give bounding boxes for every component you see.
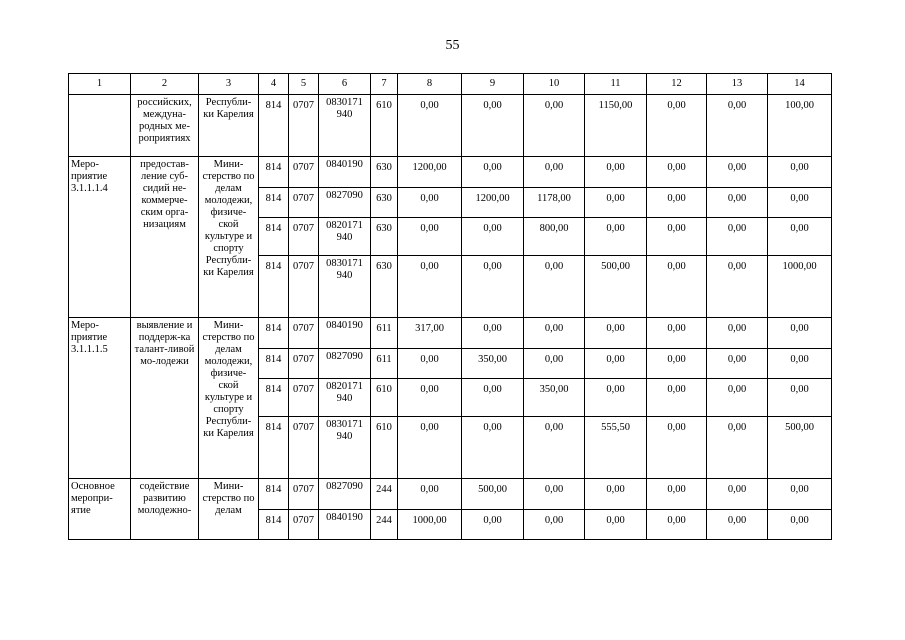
- header-cell: 4: [259, 74, 289, 95]
- table-cell: 610: [371, 379, 398, 417]
- table-cell: 0,00: [585, 510, 647, 540]
- header-cell: 9: [462, 74, 524, 95]
- table-cell: 0,00: [768, 510, 832, 540]
- table-cell: 0,00: [524, 510, 585, 540]
- table-cell: 0,00: [398, 218, 462, 256]
- table-cell: 630: [371, 218, 398, 256]
- table-cell: 0,00: [707, 188, 768, 218]
- table-cell: 0,00: [398, 379, 462, 417]
- table-cell: 0707: [289, 95, 319, 157]
- header-cell: 8: [398, 74, 462, 95]
- header-cell: 2: [131, 74, 199, 95]
- table-cell: 0,00: [524, 157, 585, 188]
- table-cell: 611: [371, 318, 398, 349]
- table-cell: 0,00: [707, 256, 768, 318]
- table-row: [69, 318, 832, 349]
- table-cell: 814: [259, 95, 289, 157]
- table-cell: 0,00: [462, 95, 524, 157]
- table-cell: 0707: [289, 479, 319, 510]
- table-cell: 0,00: [462, 318, 524, 349]
- table-cell: 0,00: [398, 188, 462, 218]
- table-cell: 0,00: [707, 379, 768, 417]
- table-cell: 0,00: [768, 379, 832, 417]
- table-row: [69, 95, 832, 157]
- table-cell: 0,00: [707, 157, 768, 188]
- executor-cell: Республи-ки Карелия: [199, 95, 259, 157]
- table-cell: 0827090: [319, 349, 371, 379]
- table-cell: 1200,00: [398, 157, 462, 188]
- table-cell: 500,00: [585, 256, 647, 318]
- table-cell: 0827090: [319, 188, 371, 218]
- table-cell: 0,00: [585, 349, 647, 379]
- table-cell: 814: [259, 157, 289, 188]
- header-cell: 3: [199, 74, 259, 95]
- table-cell: 0,00: [768, 349, 832, 379]
- table-cell: 0707: [289, 188, 319, 218]
- table-cell: 814: [259, 417, 289, 479]
- header-cell: 13: [707, 74, 768, 95]
- executor-cell: Мини-стерство по делам молодежи, физиче-ской культуре и спорту Республи-ки Карелия: [199, 157, 259, 318]
- header-cell: 12: [647, 74, 707, 95]
- header-cell: 5: [289, 74, 319, 95]
- table-cell: 0820171 940: [319, 218, 371, 256]
- table-cell: 1178,00: [524, 188, 585, 218]
- table-cell: 814: [259, 188, 289, 218]
- measure-cell: [69, 95, 131, 157]
- table-cell: 0707: [289, 417, 319, 479]
- table-cell: 0,00: [647, 157, 707, 188]
- table-cell: 814: [259, 479, 289, 510]
- table-cell: 814: [259, 510, 289, 540]
- page-number: 55: [445, 38, 460, 53]
- table-cell: 0830171 940: [319, 417, 371, 479]
- header-cell: 10: [524, 74, 585, 95]
- table-cell: 100,00: [768, 95, 832, 157]
- description-cell: выявление и поддерж-ка талант-ливой мо-лодежи: [131, 318, 199, 479]
- table-cell: 0,00: [647, 256, 707, 318]
- table-cell: 0,00: [707, 95, 768, 157]
- table-cell: 814: [259, 349, 289, 379]
- table-cell: 630: [371, 157, 398, 188]
- measure-cell: Меро-приятие 3.1.1.1.4: [69, 157, 131, 318]
- header-cell: 11: [585, 74, 647, 95]
- table-cell: 0,00: [585, 157, 647, 188]
- table-cell: 610: [371, 417, 398, 479]
- table-cell: 0,00: [398, 479, 462, 510]
- table-cell: 0707: [289, 379, 319, 417]
- table-row: [69, 479, 832, 510]
- table-cell: 0707: [289, 218, 319, 256]
- table-cell: 0,00: [768, 318, 832, 349]
- table-cell: 0707: [289, 157, 319, 188]
- executor-cell: Мини-стерство по делам молодежи, физиче-ской культуре и спорту Республи-ки Карелия: [199, 318, 259, 479]
- table-cell: 0707: [289, 349, 319, 379]
- measure-cell: Меро-приятие 3.1.1.1.5: [69, 318, 131, 479]
- table-cell: 0,00: [647, 479, 707, 510]
- table-cell: 0840190: [319, 157, 371, 188]
- table-cell: 0,00: [462, 256, 524, 318]
- table-cell: 0707: [289, 256, 319, 318]
- table-cell: 0840190: [319, 318, 371, 349]
- table-cell: 317,00: [398, 318, 462, 349]
- table-cell: 0,00: [524, 349, 585, 379]
- table-cell: 630: [371, 256, 398, 318]
- table-cell: 814: [259, 318, 289, 349]
- table-cell: 0,00: [647, 218, 707, 256]
- table-cell: 0,00: [462, 157, 524, 188]
- table-cell: 1000,00: [398, 510, 462, 540]
- table-cell: 0,00: [647, 379, 707, 417]
- table-cell: 0,00: [462, 379, 524, 417]
- measure-cell: Основное меропри-ятие: [69, 479, 131, 540]
- table-cell: 0,00: [585, 188, 647, 218]
- description-cell: содействие развитию молодежно-: [131, 479, 199, 540]
- table-cell: 0,00: [707, 510, 768, 540]
- table-cell: 0,00: [647, 349, 707, 379]
- table-cell: 0,00: [462, 417, 524, 479]
- table-cell: 814: [259, 218, 289, 256]
- table-cell: 0827090: [319, 479, 371, 510]
- table-cell: 0,00: [768, 188, 832, 218]
- table-cell: 0,00: [585, 218, 647, 256]
- executor-cell: Мини-стерство по делам: [199, 479, 259, 540]
- table-cell: 610: [371, 95, 398, 157]
- table-cell: 0,00: [462, 218, 524, 256]
- table-cell: 0,00: [462, 510, 524, 540]
- table-cell: 500,00: [768, 417, 832, 479]
- table-cell: 0,00: [707, 318, 768, 349]
- table-cell: 0,00: [707, 349, 768, 379]
- table-cell: 0,00: [707, 218, 768, 256]
- table-cell: 1000,00: [768, 256, 832, 318]
- table-cell: 0,00: [707, 417, 768, 479]
- table-cell: 0707: [289, 318, 319, 349]
- table-cell: 0,00: [398, 256, 462, 318]
- table-cell: 800,00: [524, 218, 585, 256]
- table-cell: 1150,00: [585, 95, 647, 157]
- table-cell: 244: [371, 510, 398, 540]
- table-cell: 350,00: [524, 379, 585, 417]
- table-cell: 0,00: [585, 318, 647, 349]
- table-cell: 1200,00: [462, 188, 524, 218]
- table-cell: 0,00: [647, 188, 707, 218]
- table-cell: 244: [371, 479, 398, 510]
- table-row: [69, 157, 832, 188]
- table-cell: 0,00: [647, 318, 707, 349]
- table-cell: 0,00: [647, 95, 707, 157]
- header-row: [69, 74, 832, 95]
- table-cell: 0,00: [585, 379, 647, 417]
- table-cell: 0,00: [768, 218, 832, 256]
- table-cell: 0,00: [585, 479, 647, 510]
- table-cell: 555,50: [585, 417, 647, 479]
- table-cell: 0,00: [398, 95, 462, 157]
- table-cell: 0820171 940: [319, 379, 371, 417]
- description-cell: российских, междуна-родных ме-роприятиях: [131, 95, 199, 157]
- table-cell: 0,00: [524, 417, 585, 479]
- table-cell: 611: [371, 349, 398, 379]
- header-cell: 7: [371, 74, 398, 95]
- table-cell: 0,00: [398, 417, 462, 479]
- table-cell: 0707: [289, 510, 319, 540]
- table-cell: 0830171 940: [319, 256, 371, 318]
- table-cell: 350,00: [462, 349, 524, 379]
- table-cell: 0840190: [319, 510, 371, 540]
- table-cell: 0,00: [768, 157, 832, 188]
- table-cell: 814: [259, 379, 289, 417]
- table-cell: 0,00: [524, 318, 585, 349]
- table-cell: 0,00: [647, 417, 707, 479]
- table-cell: 814: [259, 256, 289, 318]
- table-cell: 0,00: [524, 256, 585, 318]
- table-cell: 0,00: [524, 479, 585, 510]
- table-cell: 0,00: [398, 349, 462, 379]
- table-cell: 0,00: [707, 479, 768, 510]
- table-cell: 500,00: [462, 479, 524, 510]
- header-cell: 1: [69, 74, 131, 95]
- table-cell: 0,00: [647, 510, 707, 540]
- table-cell: 0,00: [768, 479, 832, 510]
- table-cell: 630: [371, 188, 398, 218]
- header-cell: 14: [768, 74, 832, 95]
- table-cell: 0830171 940: [319, 95, 371, 157]
- budget-table: [68, 73, 832, 540]
- description-cell: предостав-ление суб-сидий не-коммерче-ским орга-низациям: [131, 157, 199, 318]
- table-cell: 0,00: [524, 95, 585, 157]
- header-cell: 6: [319, 74, 371, 95]
